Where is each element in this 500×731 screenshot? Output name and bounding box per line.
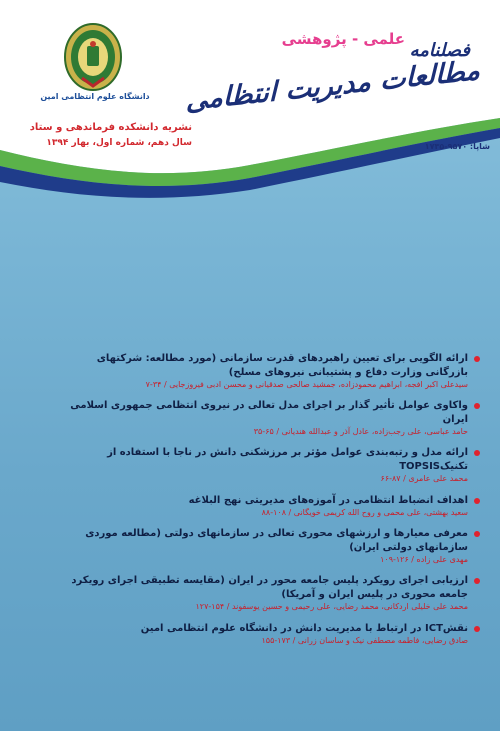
table-of-contents	[60, 352, 480, 655]
article-title: واکاوی عوامل تأثیر گذار بر اجرای مدل تعالی در نیروی انتظامی جمهوری اسلامی ایران	[70, 400, 468, 425]
article-title: ارائه الگویی برای تعیین راهبردهای قدرت سازمانی (مورد مطالعه: شرکتهای بازرگانی وزارت دفاع و پشتیبانی نیروهای مسلح)	[96, 353, 468, 378]
police-emblem-icon	[62, 20, 124, 94]
toc-item[interactable]	[60, 399, 480, 437]
quarterly-label: فصلنامه	[409, 40, 470, 61]
issue-line: سال دهم، شماره اول، بهار ۱۳۹۴	[46, 138, 192, 148]
bullet-icon	[474, 450, 480, 456]
article-authors: محمد علی عامری / ۸۷-۶۶	[380, 474, 468, 484]
issn: شاپا: ۹۵۷۰-۱۷۳۵	[424, 142, 490, 151]
article-authors: سیدعلی اکبر افجه، ابراهیم محمودزاده، جمشید صالحی صدقیانی و محسن ادبی فیروزجایی / ۳۴-۷	[145, 380, 468, 389]
article-authors: مهدی علی زاده / ۱۲۶-۱۰۹	[380, 555, 468, 565]
bullet-icon	[474, 578, 480, 584]
article-title: ارزیابی اجرای رویکرد پلیس جامعه محور در ایران (مقایسه تطبیقی اجرای رویکرد جامعه محوری در پلیس ایران و آمریکا)	[71, 575, 468, 600]
toc-item[interactable]	[60, 446, 480, 484]
article-authors: محمد علی خلیلی اردکانی، محمد رضایی، علی رحیمی و حسین یوسفوند / ۱۵۴-۱۲۷	[195, 602, 468, 612]
article-title: ارائه مدل و رتبه‌بندی عوامل مؤثر بر مرزشکنی دانش در ناجا با استفاده از تکنیکTOPSIS	[107, 447, 468, 472]
bullet-icon	[474, 403, 480, 409]
article-authors: حامد عباسی، علی رجب‌زاده، عادل آذر و عبدالله هندیانی / ۶۵-۳۵	[253, 427, 468, 437]
toc-item[interactable]	[60, 527, 480, 565]
toc-item[interactable]	[60, 622, 480, 647]
article-title: اهداف انضباط انتظامی در آموزه‌های مدیریتی نهج البلاغه	[188, 494, 468, 506]
bullet-icon	[474, 498, 480, 504]
bullet-icon	[474, 531, 480, 537]
bullet-icon	[474, 626, 480, 632]
bullet-icon	[474, 356, 480, 362]
journal-kind: علمی - پژوهشی	[281, 30, 405, 48]
journal-title: مطالعات مدیریت انتظامی	[185, 55, 480, 117]
article-authors: صادق رضایی، فاطمه مصطفی نیک و ساسان زرانی / ۱۷۳-۱۵۵	[261, 636, 468, 646]
article-authors: سعید بهشتی، علی محمی و روح الله کریمی خویگانی / ۱۰۸-۸۸	[261, 508, 468, 518]
university-name: دانشگاه علوم انتظامی امین	[40, 92, 150, 101]
toc-item[interactable]	[60, 352, 480, 390]
publisher: نشریه دانشکده فرماندهی و ستاد	[29, 122, 192, 133]
article-title: نقشICT در ارتباط با مدیریت دانش در دانشگاه علوم انتظامی امین	[140, 622, 468, 634]
article-title: معرفی معیارها و ارزشهای محوری تعالی در سازمانهای دولتی (مطالعه موردی سازمانهای دولتی ایران)	[85, 528, 468, 553]
toc-item[interactable]	[60, 494, 480, 519]
toc-item[interactable]	[60, 574, 480, 612]
